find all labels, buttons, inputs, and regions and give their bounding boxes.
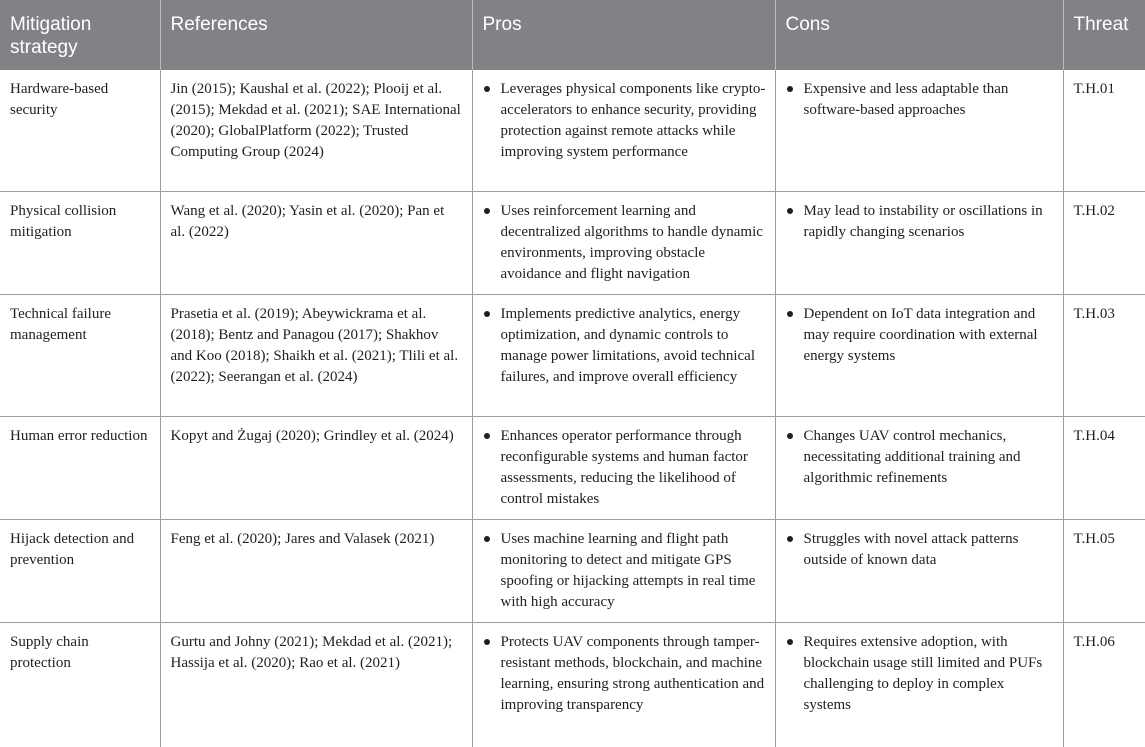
threat-cell: T.H.03 bbox=[1063, 294, 1145, 416]
cons-item bbox=[804, 304, 1054, 367]
cons-text: Struggles with novel attack patterns outside of known data bbox=[803, 530, 1019, 568]
cons-text: Dependent on IoT data integration and may require coordination with external energy systems bbox=[803, 305, 1038, 364]
references-cell: Gurtu and Johny (2021); Mekdad et al. (2021); Hassija et al. (2020); Rao et al. (2021) bbox=[160, 622, 472, 747]
cons-item bbox=[804, 529, 1054, 571]
header-pros: Pros bbox=[472, 0, 775, 70]
bullet-icon bbox=[787, 536, 793, 542]
references-cell: Prasetia et al. (2019); Abeywickrama et al. (2018); Bentz and Panagou (2017); Shakhov and Koo (2018); Shaikh et al. (2021); Tlili et al. (2022); Seerangan et al. (2024) bbox=[160, 294, 472, 416]
cons-cell bbox=[775, 416, 1063, 519]
header-cons: Cons bbox=[775, 0, 1063, 70]
table-row bbox=[0, 622, 1145, 747]
pros-item bbox=[501, 79, 766, 163]
cons-text: May lead to instability or oscillations in rapidly changing scenarios bbox=[803, 202, 1043, 240]
pros-text: Implements predictive analytics, energy optimization, and dynamic controls to manage power limitations, avoid technical failures, and improve overall efficiency bbox=[500, 305, 756, 385]
pros-item bbox=[501, 529, 766, 613]
cons-text: Changes UAV control mechanics, necessitating additional training and algorithmic refinements bbox=[803, 427, 1021, 486]
cons-cell bbox=[775, 622, 1063, 747]
bullet-icon bbox=[787, 208, 793, 214]
header-strategy: Mitigation strategy bbox=[0, 0, 160, 70]
pros-cell bbox=[472, 519, 775, 622]
pros-item bbox=[501, 304, 766, 388]
pros-cell bbox=[472, 622, 775, 747]
cons-item bbox=[804, 632, 1054, 716]
table-row bbox=[0, 70, 1145, 191]
bullet-icon bbox=[484, 536, 490, 542]
cons-text: Expensive and less adaptable than software-based approaches bbox=[803, 81, 1009, 118]
table-row bbox=[0, 294, 1145, 416]
cons-cell bbox=[775, 70, 1063, 191]
threat-cell: T.H.05 bbox=[1063, 519, 1145, 622]
cons-item bbox=[804, 201, 1054, 243]
strategy-cell: Hijack detection and prevention bbox=[0, 519, 160, 622]
bullet-icon bbox=[484, 433, 490, 439]
cons-item bbox=[804, 426, 1054, 489]
bullet-icon bbox=[484, 311, 490, 317]
bullet-icon bbox=[484, 86, 490, 92]
pros-cell bbox=[472, 191, 775, 294]
table-header bbox=[0, 0, 1145, 70]
pros-cell bbox=[472, 294, 775, 416]
header-row bbox=[0, 0, 1145, 70]
cons-text: Requires extensive adoption, with blockchain usage still limited and PUFs challenging to deploy in complex systems bbox=[803, 633, 1043, 713]
pros-item bbox=[501, 201, 766, 285]
references-cell: Wang et al. (2020); Yasin et al. (2020); Pan et al. (2022) bbox=[160, 191, 472, 294]
pros-cell bbox=[472, 416, 775, 519]
strategy-cell: Supply chain protection bbox=[10, 633, 89, 671]
references-cell: Kopyt and Żugaj (2020); Grindley et al. (2024) bbox=[160, 416, 472, 519]
threat-cell: T.H.02 bbox=[1063, 191, 1145, 294]
table-row bbox=[0, 519, 1145, 622]
pros-text: Enhances operator performance through reconfigurable systems and human factor assessments, reducing the likelihood of control mistakes bbox=[500, 427, 748, 507]
pros-text: Leverages physical components like crypto-accelerators to enhance security, providing protection against remote attacks while improving system performance bbox=[500, 81, 766, 160]
pros-text: Uses machine learning and flight path monitoring to detect and mitigate GPS spoofing or hijacking attempts in real time with high accuracy bbox=[500, 530, 756, 610]
header-threat: Threat bbox=[1063, 0, 1145, 70]
strategy-cell: Physical collision mitigation bbox=[0, 191, 160, 294]
pros-text: Uses reinforcement learning and decentralized algorithms to handle dynamic environments, improving obstacle avoidance and flight navigation bbox=[500, 202, 763, 282]
pros-text: Protects UAV components through tamper-resistant methods, blockchain, and machine learning, ensuring strong authentication and improving transparency bbox=[500, 633, 765, 713]
references-cell: Feng et al. (2020); Jares and Valasek (2021) bbox=[160, 519, 472, 622]
cons-cell bbox=[775, 294, 1063, 416]
cons-cell bbox=[775, 519, 1063, 622]
bullet-icon bbox=[787, 311, 793, 317]
strategy-cell: Human error reduction bbox=[0, 416, 160, 519]
bullet-icon bbox=[484, 208, 490, 214]
bullet-icon bbox=[787, 86, 793, 92]
threat-cell: T.H.01 bbox=[1063, 70, 1145, 191]
table-body bbox=[0, 70, 1145, 747]
cons-item bbox=[804, 79, 1054, 121]
table-row bbox=[0, 191, 1145, 294]
pros-cell bbox=[472, 70, 775, 191]
header-references: References bbox=[160, 0, 472, 70]
bullet-icon bbox=[484, 639, 490, 645]
threat-cell: T.H.06 bbox=[1063, 622, 1145, 747]
bullet-icon bbox=[787, 639, 793, 645]
strategy-cell: Hardware-based security bbox=[0, 70, 160, 191]
references-cell: Jin (2015); Kaushal et al. (2022); Plooij et al. (2015); Mekdad et al. (2021); SAE International (2020); GlobalPlatform (2022); Trusted Computing Group (2024) bbox=[160, 70, 472, 191]
threat-cell: T.H.04 bbox=[1063, 416, 1145, 519]
cons-cell bbox=[775, 191, 1063, 294]
pros-item bbox=[501, 632, 766, 716]
bullet-icon bbox=[787, 433, 793, 439]
table-row bbox=[0, 416, 1145, 519]
pros-item bbox=[501, 426, 766, 510]
strategy-cell: Technical failure management bbox=[0, 294, 160, 416]
